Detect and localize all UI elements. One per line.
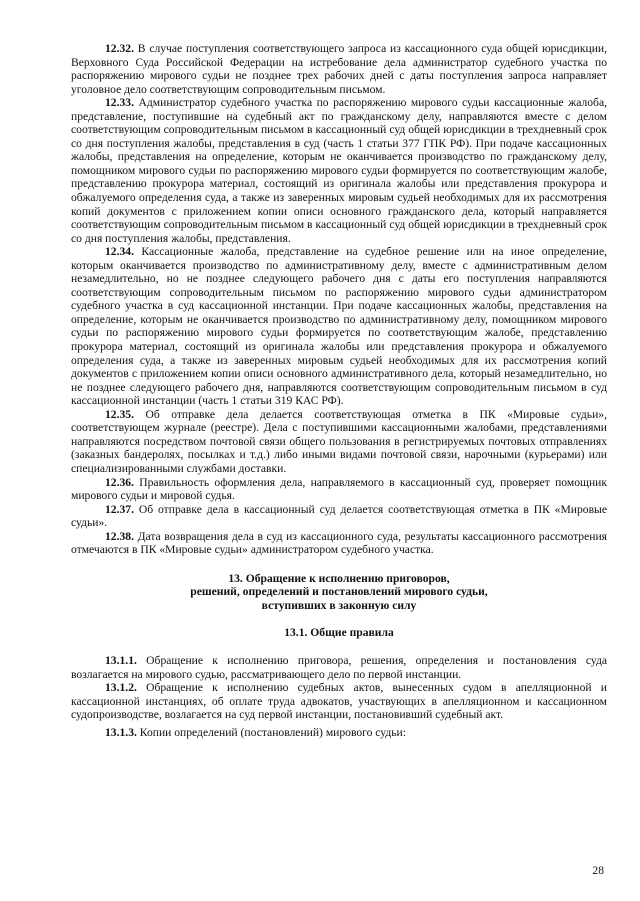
paragraph-number: 12.33. bbox=[105, 96, 134, 110]
paragraph-13-1-1 bbox=[71, 654, 607, 681]
paragraph-number: 12.38. bbox=[105, 529, 134, 543]
paragraph-text: Правильность оформления дела, направляемого в кассационный суд, проверяет помощник мирового судьи и мировой судья. bbox=[71, 475, 607, 503]
paragraph-12-34 bbox=[71, 245, 607, 408]
page-number: 28 bbox=[592, 864, 604, 877]
paragraph-text: Обращение к исполнению приговора, решения, определения и постановления суда возлагается на мирового судью, рассматривающего дело по первой инстанции. bbox=[71, 653, 607, 681]
subsection-heading: 13.1. Общие правила bbox=[284, 626, 394, 640]
paragraph-text: Обращение к исполнению судебных актов, вынесенных судом в апелляционной и кассационной инстанциях, об оплате труда адвокатов, участвующих в апелляционном и кассационном судопроизводстве, возлагается на суд первой инстанции, постановивший судебный акт. bbox=[71, 681, 607, 722]
paragraph-number: 12.35. bbox=[105, 407, 134, 421]
paragraph-text: Копии определений (постановлений) мирового судьи: bbox=[139, 725, 406, 739]
paragraph-12-32 bbox=[71, 42, 607, 96]
paragraph-text: Об отправке дела в кассационный суд делается соответствующая отметка в ПК «Мировые судьи». bbox=[71, 502, 607, 530]
section-heading-line: 13. Обращение к исполнению приговоров, bbox=[228, 571, 450, 585]
paragraph-text: В случае поступления соответствующего запроса из кассационного суда общей юрисдикции, Верховного Суда Российской Федерации на истребование дела администратор судебного участка по распоряжению мирового судьи не позднее трех рабочих дней с даты поступления запроса направляет уголовное дело соответствующим сопроводительным письмом. bbox=[71, 42, 607, 96]
paragraph-number: 12.32. bbox=[105, 42, 134, 55]
paragraph-text: Кассационные жалоба, представление на судебное решение или на иное определение, которым оканчивается производство по административному делу, вместе с административным делом незамедлительно, но не позднее следующего рабочего дня с даты его поступления направляются соответствующим сопроводительным письмом по распоряжению мирового судьи администратором судебного участка в суд кассационной инстанции. При подаче кассационных жалобы, представления на определение, которым не оканчивается производство по административному делу, помощником мирового судьи по распоряжению мирового судьи формируется по соответствующим жалобе, представлению прокурора материал, состоящий из оригинала жалобы или представления прокурора и обжалуемого определения суда, а также из заверенных мировым судьей необходимых для их рассмотрения копий документов с приложением копии описи основного административного дела, который незамедлительно, но не позднее следующего рабочего дня, направляются соответствующим сопроводительным письмом в суд кассационной инстанции (часть 1 статьи 319 КАС РФ). bbox=[71, 245, 607, 408]
paragraph-12-36 bbox=[71, 476, 607, 503]
paragraph-text: Дата возвращения дела в суд из кассационного суда, результаты кассационного рассмотрения отмечаются в ПК «Мировые судьи» администратором судебного участка. bbox=[71, 529, 607, 557]
paragraph-number: 13.1.3. bbox=[105, 725, 137, 739]
paragraph-number: 12.34. bbox=[105, 245, 134, 259]
paragraph-12-35 bbox=[71, 408, 607, 476]
paragraph-number: 13.1.1. bbox=[105, 653, 137, 667]
document-body bbox=[71, 42, 607, 739]
paragraph-number: 13.1.2. bbox=[105, 681, 137, 695]
paragraph-12-33 bbox=[71, 96, 607, 245]
paragraph-12-37 bbox=[71, 503, 607, 530]
section-heading-line: решений, определений и постановлений мирового судьи, bbox=[190, 585, 488, 599]
paragraph-text: Об отправке дела делается соответствующая отметка в ПК «Мировые судьи», соответствующем журнале (реестре). Дела с поступившими кассационными жалобами, представлениями направляются посредством почтовой связи общего пользования в регистрируемых почтовых отправлениях (заказных бандеролях, посылках и т.д.) либо иными видами почтовой связи, нарочными (курьерами) или специализированными службами доставки. bbox=[71, 407, 607, 475]
paragraph-number: 12.36. bbox=[105, 475, 134, 489]
paragraph-13-1-3 bbox=[71, 726, 607, 740]
paragraph-number: 12.37. bbox=[105, 502, 134, 516]
paragraph-13-1-2 bbox=[71, 681, 607, 722]
paragraph-text: Администратор судебного участка по распоряжению мирового судьи кассационные жалоба, представление, поступившие на судебный акт по гражданскому делу, направляются вместе с делом соответствующим сопроводительным письмом в кассационный суд общей юрисдикции в трехдневный срок со дня поступления жалобы, представления в суд (часть 1 статьи 377 ГПК РФ). При подаче кассационных жалобы, представления на определение, которым не оканчивается производство по гражданскому делу, помощником мирового судьи по распоряжению мирового судьи формируется по соответствующим жалобе, представлению прокурора материал, состоящий из оригинала жалобы или представления прокурора и обжалуемого определения суда, а также из заверенных мировым судьей необходимых для их рассмотрения копий документов с приложением копии описи основного гражданского дела, который направляется соответствующим сопроводительным письмом в кассационный суд общей юрисдикции в трехдневный срок со дня поступления жалобы, представления. bbox=[71, 96, 607, 245]
section-heading-line: вступивших в законную силу bbox=[261, 598, 417, 612]
section-heading bbox=[71, 572, 607, 613]
paragraph-12-38 bbox=[71, 530, 607, 557]
